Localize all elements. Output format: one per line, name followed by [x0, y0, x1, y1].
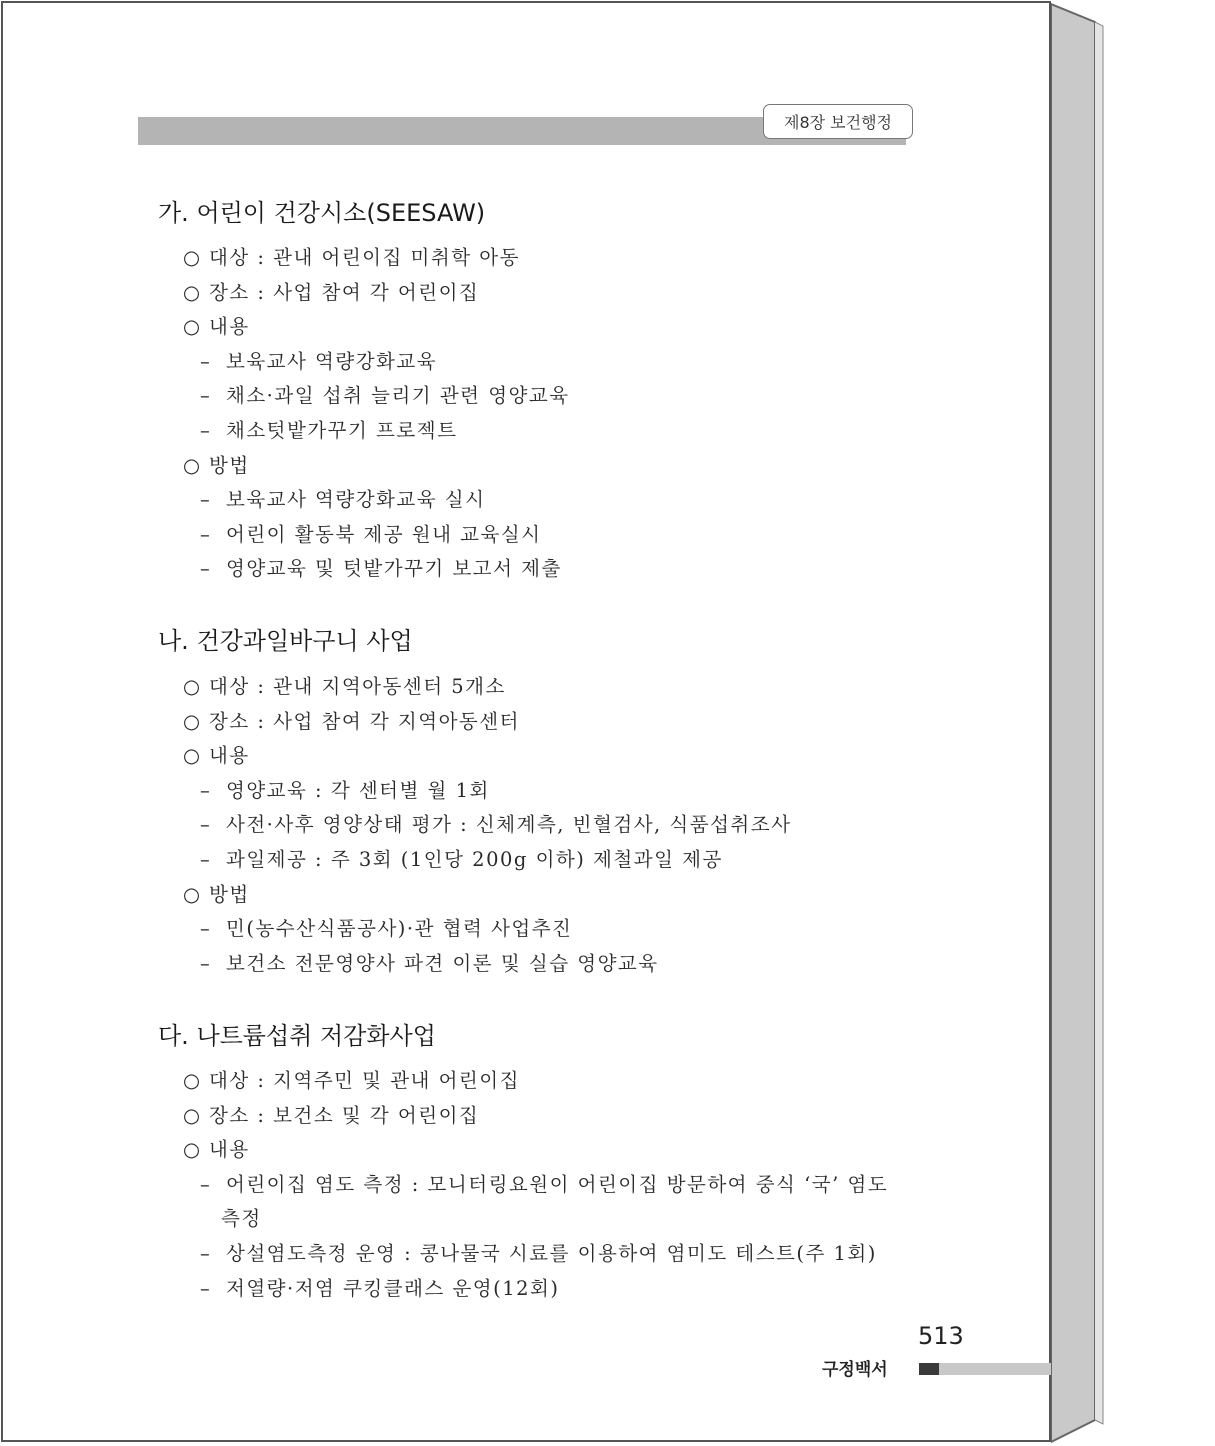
dash-item [200, 519, 542, 547]
line-text: 보건소 전문영양사 파견 이론 및 실습 영양교육 [226, 951, 659, 975]
line-text: 어린이 활동북 제공 원내 교육실시 [226, 522, 542, 546]
line-text: 사전·사후 영양상태 평가 : 신체계측, 빈혈검사, 식품섭취조사 [226, 813, 792, 837]
dash-marker: – [200, 951, 212, 975]
line-text: 장소 : 사업 참여 각 지역아동센터 [209, 709, 520, 733]
line-text: 내용 [209, 1138, 250, 1162]
dash-item [200, 553, 562, 581]
dash-item [200, 484, 485, 512]
line-text: 측정 [221, 1207, 262, 1231]
dash-item [200, 1273, 560, 1301]
bullet-marker: ○ [183, 744, 202, 768]
bullet-marker: ○ [183, 675, 202, 698]
dash-marker: – [200, 848, 212, 871]
line-text: 내용 [209, 315, 250, 339]
dash-item [200, 346, 437, 374]
section-title: 가. 어린이 건강시소(SEESAW) [158, 199, 486, 227]
bullet-item [183, 879, 250, 907]
dash-item [200, 844, 723, 872]
bullet-item [183, 740, 250, 768]
bullet-marker: ○ [183, 246, 202, 269]
line-text: 채소·과일 섭취 늘리기 관련 영양교육 [226, 384, 570, 408]
dash-item [200, 415, 457, 443]
line-text: 채소텃밭가꾸기 프로젝트 [226, 419, 458, 442]
chapter-tab: 제8장 보건행정 [763, 104, 913, 139]
book-edge-3d [1051, 0, 1111, 1446]
dash-marker: – [200, 488, 212, 512]
book-title: 구정백서 [822, 1360, 888, 1380]
line-text: 영양교육 및 텃밭가꾸기 보고서 제출 [226, 557, 562, 581]
line-text: 방법 [209, 882, 250, 906]
line-text: 내용 [209, 744, 250, 768]
bullet-marker: ○ [183, 280, 202, 304]
bullet-item [183, 671, 506, 699]
section-title: 나. 건강과일바구니 사업 [158, 627, 413, 655]
bullet-marker: ○ [183, 882, 202, 906]
bullet-marker: ○ [183, 1103, 202, 1127]
line-text: 장소 : 보건소 및 각 어린이집 [209, 1103, 480, 1127]
line-text: 장소 : 사업 참여 각 어린이집 [209, 280, 480, 304]
bullet-item [183, 706, 520, 734]
line-text: 상설염도측정 운영 : 콩나물국 시료를 이용하여 염미도 테스트(주 1회) [226, 1242, 877, 1265]
dash-marker: – [200, 1172, 212, 1196]
dash-item [200, 1169, 888, 1197]
bullet-item [183, 450, 250, 478]
dash-marker: – [200, 1276, 212, 1300]
bullet-item [183, 277, 479, 305]
dash-item [200, 775, 490, 803]
page-number: 513 [918, 1322, 964, 1350]
bullet-marker: ○ [183, 1138, 202, 1162]
dash-marker: – [200, 419, 212, 442]
dash-item [200, 913, 572, 941]
dash-marker: – [200, 917, 212, 941]
line-text: 영양교육 : 각 센터별 월 1회 [226, 778, 490, 802]
line-text: 어린이집 염도 측정 : 모니터링요원이 어린이집 방문하여 중식 ‘국’ 염도 [226, 1172, 889, 1196]
continuation-line [221, 1203, 262, 1231]
dash-marker: – [200, 384, 212, 408]
bullet-item [183, 242, 520, 270]
bullet-item [183, 311, 250, 339]
dash-marker: – [200, 1242, 212, 1265]
bullet-marker: ○ [183, 315, 202, 339]
line-text: 저열량·저염 쿠킹클래스 운영(12회) [226, 1276, 560, 1300]
line-text: 보육교사 역량강화교육 실시 [226, 488, 486, 512]
line-text: 대상 : 관내 지역아동센터 5개소 [209, 675, 506, 698]
line-text: 방법 [209, 453, 250, 477]
line-text: 대상 : 관내 어린이집 미취학 아동 [209, 246, 520, 269]
dash-marker: – [200, 813, 212, 837]
bullet-marker: ○ [183, 709, 202, 733]
line-text: 대상 : 지역주민 및 관내 어린이집 [209, 1069, 520, 1092]
dash-item [200, 809, 791, 837]
dash-marker: – [200, 557, 212, 581]
dash-item [200, 948, 659, 976]
bullet-item [183, 1065, 520, 1093]
dash-marker: – [200, 778, 212, 802]
section-title: 다. 나트륨섭취 저감화사업 [158, 1022, 436, 1050]
line-text: 과일제공 : 주 3회 (1인당 200g 이하) 제철과일 제공 [226, 848, 723, 871]
line-text: 보육교사 역량강화교육 [226, 349, 438, 373]
bullet-marker: ○ [183, 453, 202, 477]
line-text: 민(농수산식품공사)·관 협력 사업추진 [226, 917, 573, 941]
bullet-item [183, 1100, 479, 1128]
dash-item [200, 1238, 877, 1266]
dash-marker: – [200, 522, 212, 546]
bullet-marker: ○ [183, 1069, 202, 1092]
bullet-item [183, 1134, 250, 1162]
dash-marker: – [200, 349, 212, 373]
footer-bar-accent [919, 1363, 939, 1375]
dash-item [200, 380, 570, 408]
